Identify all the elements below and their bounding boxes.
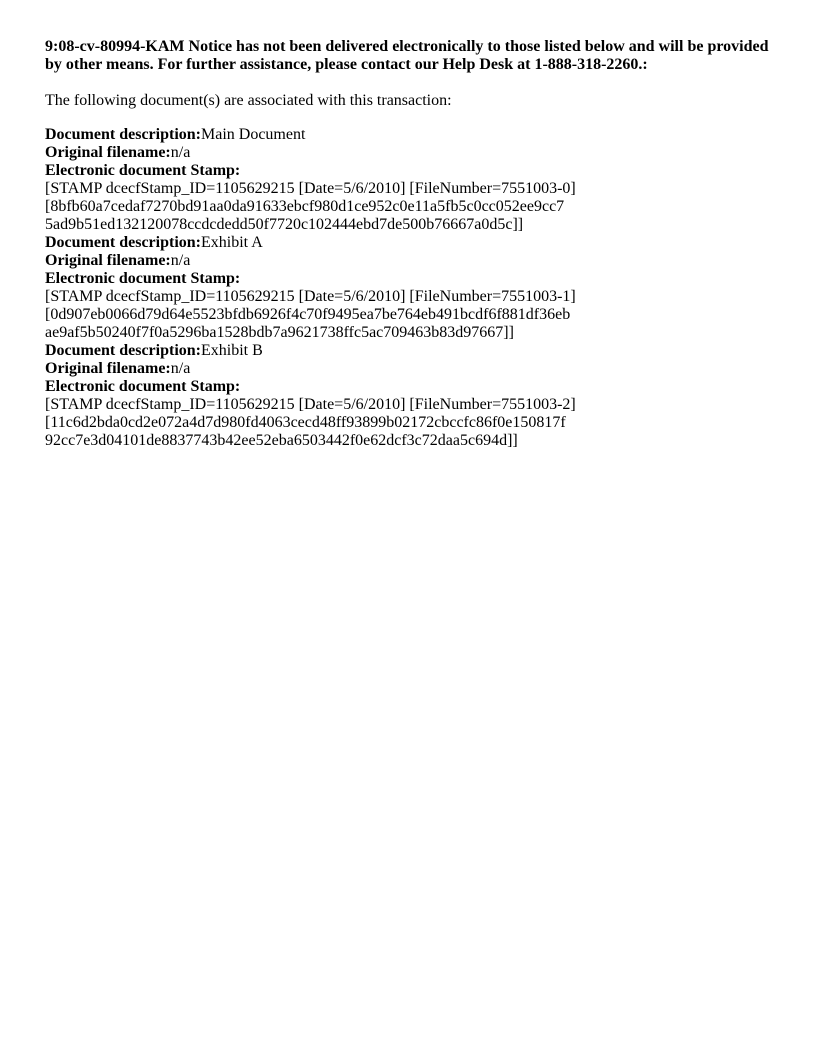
- stamp-line: 5ad9b51ed132120078ccdcdedd50f7720c102444ebd7de500b76667a0d5c]]: [45, 216, 524, 233]
- intro-text: The following document(s) are associated with this transaction:: [45, 92, 452, 109]
- original-filename-line: [45, 360, 785, 378]
- document-page: [45, 38, 785, 450]
- document-description-line: [45, 234, 785, 252]
- description-value: Exhibit B: [200, 342, 263, 359]
- stamp-line: [STAMP dcecfStamp_ID=1105629215 [Date=5/6/2010] [FileNumber=7551003-2]: [45, 396, 576, 413]
- stamp-line: ae9af5b50240f7f0a5296ba1528bdb7a9621738ffc5ac709463b83d97667]]: [45, 324, 514, 341]
- stamp-line: [STAMP dcecfStamp_ID=1105629215 [Date=5/6/2010] [FileNumber=7551003-0]: [45, 180, 576, 197]
- filename-value: n/a: [170, 360, 191, 377]
- filename-label: Original filename:: [45, 360, 171, 377]
- documents-list: [45, 126, 785, 450]
- stamp-label: Electronic document Stamp:: [45, 378, 241, 395]
- document-entry: [45, 234, 785, 342]
- stamp-line: [11c6d2bda0cd2e072a4d7d980fd4063cecd48ff93899b02172cbccfc86f0e150817f: [45, 414, 566, 431]
- description-label: Document description:: [45, 342, 201, 359]
- original-filename-line: [45, 144, 785, 162]
- filename-value: n/a: [170, 252, 191, 269]
- stamp-label: Electronic document Stamp:: [45, 270, 241, 287]
- description-label: Document description:: [45, 126, 201, 143]
- original-filename-line: [45, 252, 785, 270]
- stamp-line: 92cc7e3d04101de8837743b42ee52eba6503442f0e62dcf3c72daa5c694d]]: [45, 432, 518, 449]
- filename-value: n/a: [170, 144, 191, 161]
- document-description-line: [45, 126, 785, 144]
- description-value: Exhibit A: [200, 234, 263, 251]
- delivery-notice: 9:08-cv-80994-KAM Notice has not been delivered electronically to those listed below and will be provided by other means. For further assistance, please contact our Help Desk at 1-888-318-2260.:: [45, 38, 769, 73]
- filename-label: Original filename:: [45, 252, 171, 269]
- description-label: Document description:: [45, 234, 201, 251]
- document-entry: [45, 126, 785, 234]
- document-description-line: [45, 342, 785, 360]
- stamp-line: [8bfb60a7cedaf7270bd91aa0da91633ebcf980d1ce952c0e11a5fb5c0cc052ee9cc7: [45, 198, 565, 215]
- stamp-line: [0d907eb0066d79d64e5523bfdb6926f4c70f9495ea7be764eb491bcdf6f881df36eb: [45, 306, 571, 323]
- document-entry: [45, 342, 785, 450]
- stamp-line: [STAMP dcecfStamp_ID=1105629215 [Date=5/6/2010] [FileNumber=7551003-1]: [45, 288, 576, 305]
- description-value: Main Document: [200, 126, 306, 143]
- filename-label: Original filename:: [45, 144, 171, 161]
- stamp-label: Electronic document Stamp:: [45, 162, 241, 179]
